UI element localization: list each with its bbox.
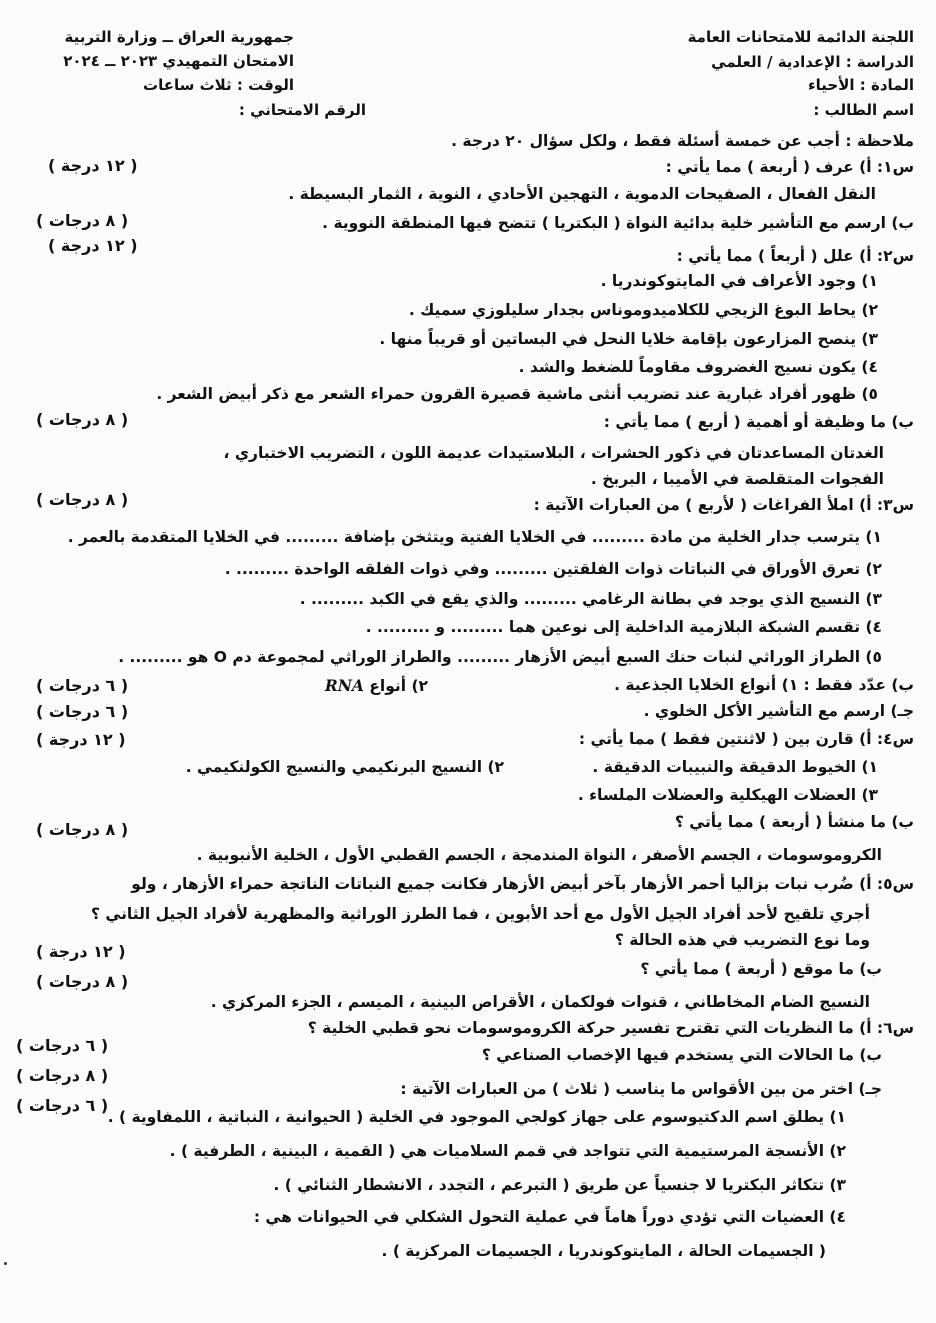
q2-a-item-2: ٢) يحاط البوغ الزيجي للكلاميدوموناس بجدار سليلوزي سميك . (408, 301, 878, 319)
q1-a-items: النقل الفعال ، الصفيحات الدموية ، التهجين الأحادي ، النوية ، الثمار البسيطة . (288, 185, 876, 203)
subject-label: المادة : الأحياء (807, 76, 914, 94)
q6-a-marks: ( ٦ درجات ) (16, 1036, 109, 1055)
q3-a-marks: ( ٨ درجات ) (36, 490, 129, 509)
q3-c-marks: ( ٦ درجات ) (36, 702, 129, 721)
q5-a-line-2: أجري تلقيح لأحد أفراد الجيل الأول مع أحد الأبوين ، فما الطرز الوراثية والمظهرية لأفراد الجيل الثاني ؟ (91, 905, 870, 923)
student-name-label: اسم الطالب : (813, 101, 914, 119)
republic-ministry: جمهورية العراق ــ وزارة التربية (64, 28, 294, 46)
q2-a: س٢: أ) علل ( أربعاً ) مما يأتي : (676, 247, 914, 265)
q6-c-item-4-options: ( الجسيمات الحالة ، المايتوكوندريا ، الجسيمات المركزية ) . (381, 1242, 826, 1260)
q2-b-items-2: الفجوات المتقلصة في الأميبا ، البربخ . (590, 470, 884, 488)
q4-a-marks: ( ١٢ درجة ) (36, 730, 126, 749)
study-type: الدراسة : الإعدادية / العلمي (711, 53, 914, 71)
q2-a-marks: ( ١٢ درجة ) (48, 236, 138, 255)
scan-speck (4, 1262, 7, 1265)
q1-a-marks: ( ١٢ درجة ) (48, 156, 138, 175)
exam-time: الوقت : ثلاث ساعات (143, 76, 294, 94)
q5-a-line-1: س٥: أ) ضُرب نبات بزاليا أحمر الأزهار بآخر أبيض الأزهار فكانت جميع النباتات الناتجة حمراء الأزهار ، ولو (131, 875, 914, 893)
q4-a-item-3: ٣) العضلات الهيكلية والعضلات الملساء . (577, 786, 878, 804)
q4-b-items: الكروموسومات ، الجسم الأصفر ، النواة المندمجة ، الجسم القطبي الأول ، الخلية الأنبوبية . (196, 846, 882, 864)
committee-name: اللجنة الدائمة للامتحانات العامة (687, 28, 914, 46)
q3-a-item-5: ٥) الطراز الوراثي لنبات حنك السبع أبيض الأزهار ......... والطراز الوراثي لمجموعة دم O هو ......... . (118, 648, 882, 666)
exam-title: الامتحان التمهيدي ٢٠٢٣ ــ ٢٠٢٤ (63, 52, 294, 70)
q3-a-item-3: ٣) النسيج الذي يوجد في بطانة الرغامي ......... والذي يقع في الكبد ......... . (299, 590, 882, 608)
q5-b: ب) ما موقع ( أربعة ) مما يأتي ؟ (640, 960, 882, 978)
q1-b-marks: ( ٨ درجات ) (36, 211, 129, 230)
q2-b: ب) ما وظيفة أو أهمية ( أربع ) مما يأتي : (603, 413, 914, 431)
q4-a: س٤: أ) قارن بين ( لاثنتين فقط ) مما يأتي : (578, 730, 914, 748)
q2-a-item-5: ٥) ظهور أفراد غبارية عند تضريب أنثى ماشية قصيرة القرون حمراء الشعر مع ذكر أبيض الشعر . (156, 385, 878, 403)
q4-a-item-2: ٢) النسيج البرنكيمي والنسيج الكولنكيمي . (185, 758, 504, 776)
q5-a-line-3: وما نوع التضريب في هذه الحالة ؟ (614, 931, 870, 949)
rna-term: RNA (324, 676, 364, 695)
q3-a-item-4: ٤) تقسم الشبكة البلازمية الداخلية إلى نوعين هما ......... و ......... . (365, 618, 882, 636)
q2-a-item-3: ٣) ينصح المزارعون بإقامة خلايا النحل في البساتين أو قريباً منها . (379, 330, 878, 348)
q6-c-marks: ( ٦ درجات ) (16, 1096, 109, 1115)
q2-b-marks: ( ٨ درجات ) (36, 410, 129, 429)
q6-a: س٦: أ) ما النظريات التي تقترح تفسير حركة الكروموسومات نحو قطبي الخلية ؟ (307, 1019, 914, 1037)
q2-a-item-1: ١) وجود الأعراف في المايتوكوندريا . (600, 272, 878, 290)
q3-b-item-2-label: ٢) أنواع (369, 677, 428, 695)
q6-b-marks: ( ٨ درجات ) (16, 1066, 109, 1085)
q2-a-item-4: ٤) يكون نسيج الغضروف مقاوماً للضغط والشد . (518, 358, 878, 376)
q6-c: جـ) اختر من بين الأقواس ما يناسب ( ثلاث ) من العبارات الآتية : (400, 1080, 882, 1098)
q4-b: ب) ما منشأ ( أربعة ) مما يأتي ؟ (674, 813, 914, 831)
q5-b-items: النسيج الضام المخاطاني ، قنوات فولكمان ، الأقراص البينية ، الميسم ، الجزء المركزي . (210, 993, 870, 1011)
q1-b: ب) ارسم مع التأشير خلية بدائية النواة ( البكتريا ) تتضح فيها المنطقة النووية . (322, 214, 914, 232)
q6-c-item-3: ٣) تتكاثر البكتريا لا جنسياً عن طريق ( التبرعم ، التجدد ، الانشطار الثنائي ) . (273, 1176, 846, 1194)
exam-note: ملاحظة : أجب عن خمسة أسئلة فقط ، ولكل سؤال ٢٠ درجة . (451, 132, 914, 150)
q3-a-item-1: ١) يترسب جدار الخلية من مادة ......... في الخلايا الفتية ويتثخن بإضافة ......... في الخلايا المتقدمة بالعمر . (67, 528, 882, 546)
q6-c-item-4: ٤) العضيات التي تؤدي دوراً هاماً في عملية التحول الشكلي في الحيوانات هي : (253, 1208, 846, 1226)
q6-b: ب) ما الحالات التي يستخدم فيها الإخصاب الصناعي ؟ (481, 1046, 882, 1064)
q4-a-item-1: ١) الخيوط الدقيقة والنبيبات الدقيقة . (592, 758, 878, 776)
exam-number-label: الرقم الامتحاني : (238, 101, 366, 119)
q3-b-item-2 (325, 678, 428, 695)
q3-c: جـ) ارسم مع التأشير الأكل الخلوي . (643, 702, 914, 720)
q3-b-marks: ( ٦ درجات ) (36, 676, 129, 695)
q6-c-item-2: ٢) الأنسجة المرستيمية التي تتواجد في قمم السلاميات هي ( القمية ، البينية ، الطرفية ) . (169, 1142, 846, 1160)
q3-b: ب) عدّد فقط : ١) أنواع الخلايا الجذعية . (614, 676, 914, 694)
q2-b-items-1: الغدتان المساعدتان في ذكور الحشرات ، البلاستيدات عديمة اللون ، التضريب الاختباري ، (223, 444, 884, 462)
q3-a-item-2: ٢) تعرق الأوراق في النباتات ذوات الفلقتين ......... وفي ذوات الفلقه الواحدة ......... . (224, 560, 882, 578)
q6-c-item-1: ١) يطلق اسم الدكتيوسوم على جهاز كولجي الموجود في الخلية ( الحيوانية ، النباتية ، اللمفاوية ) . (107, 1108, 846, 1126)
q3-a: س٣: أ) املأ الفراغات ( لأربع ) من العبارات الآتية : (533, 496, 914, 514)
q4-b-marks: ( ٨ درجات ) (36, 820, 129, 839)
q1-a: س١: أ) عرف ( أربعة ) مما يأتي : (665, 158, 914, 176)
q5-a-marks: ( ١٢ درجة ) (36, 942, 126, 961)
q5-b-marks: ( ٨ درجات ) (36, 972, 129, 991)
